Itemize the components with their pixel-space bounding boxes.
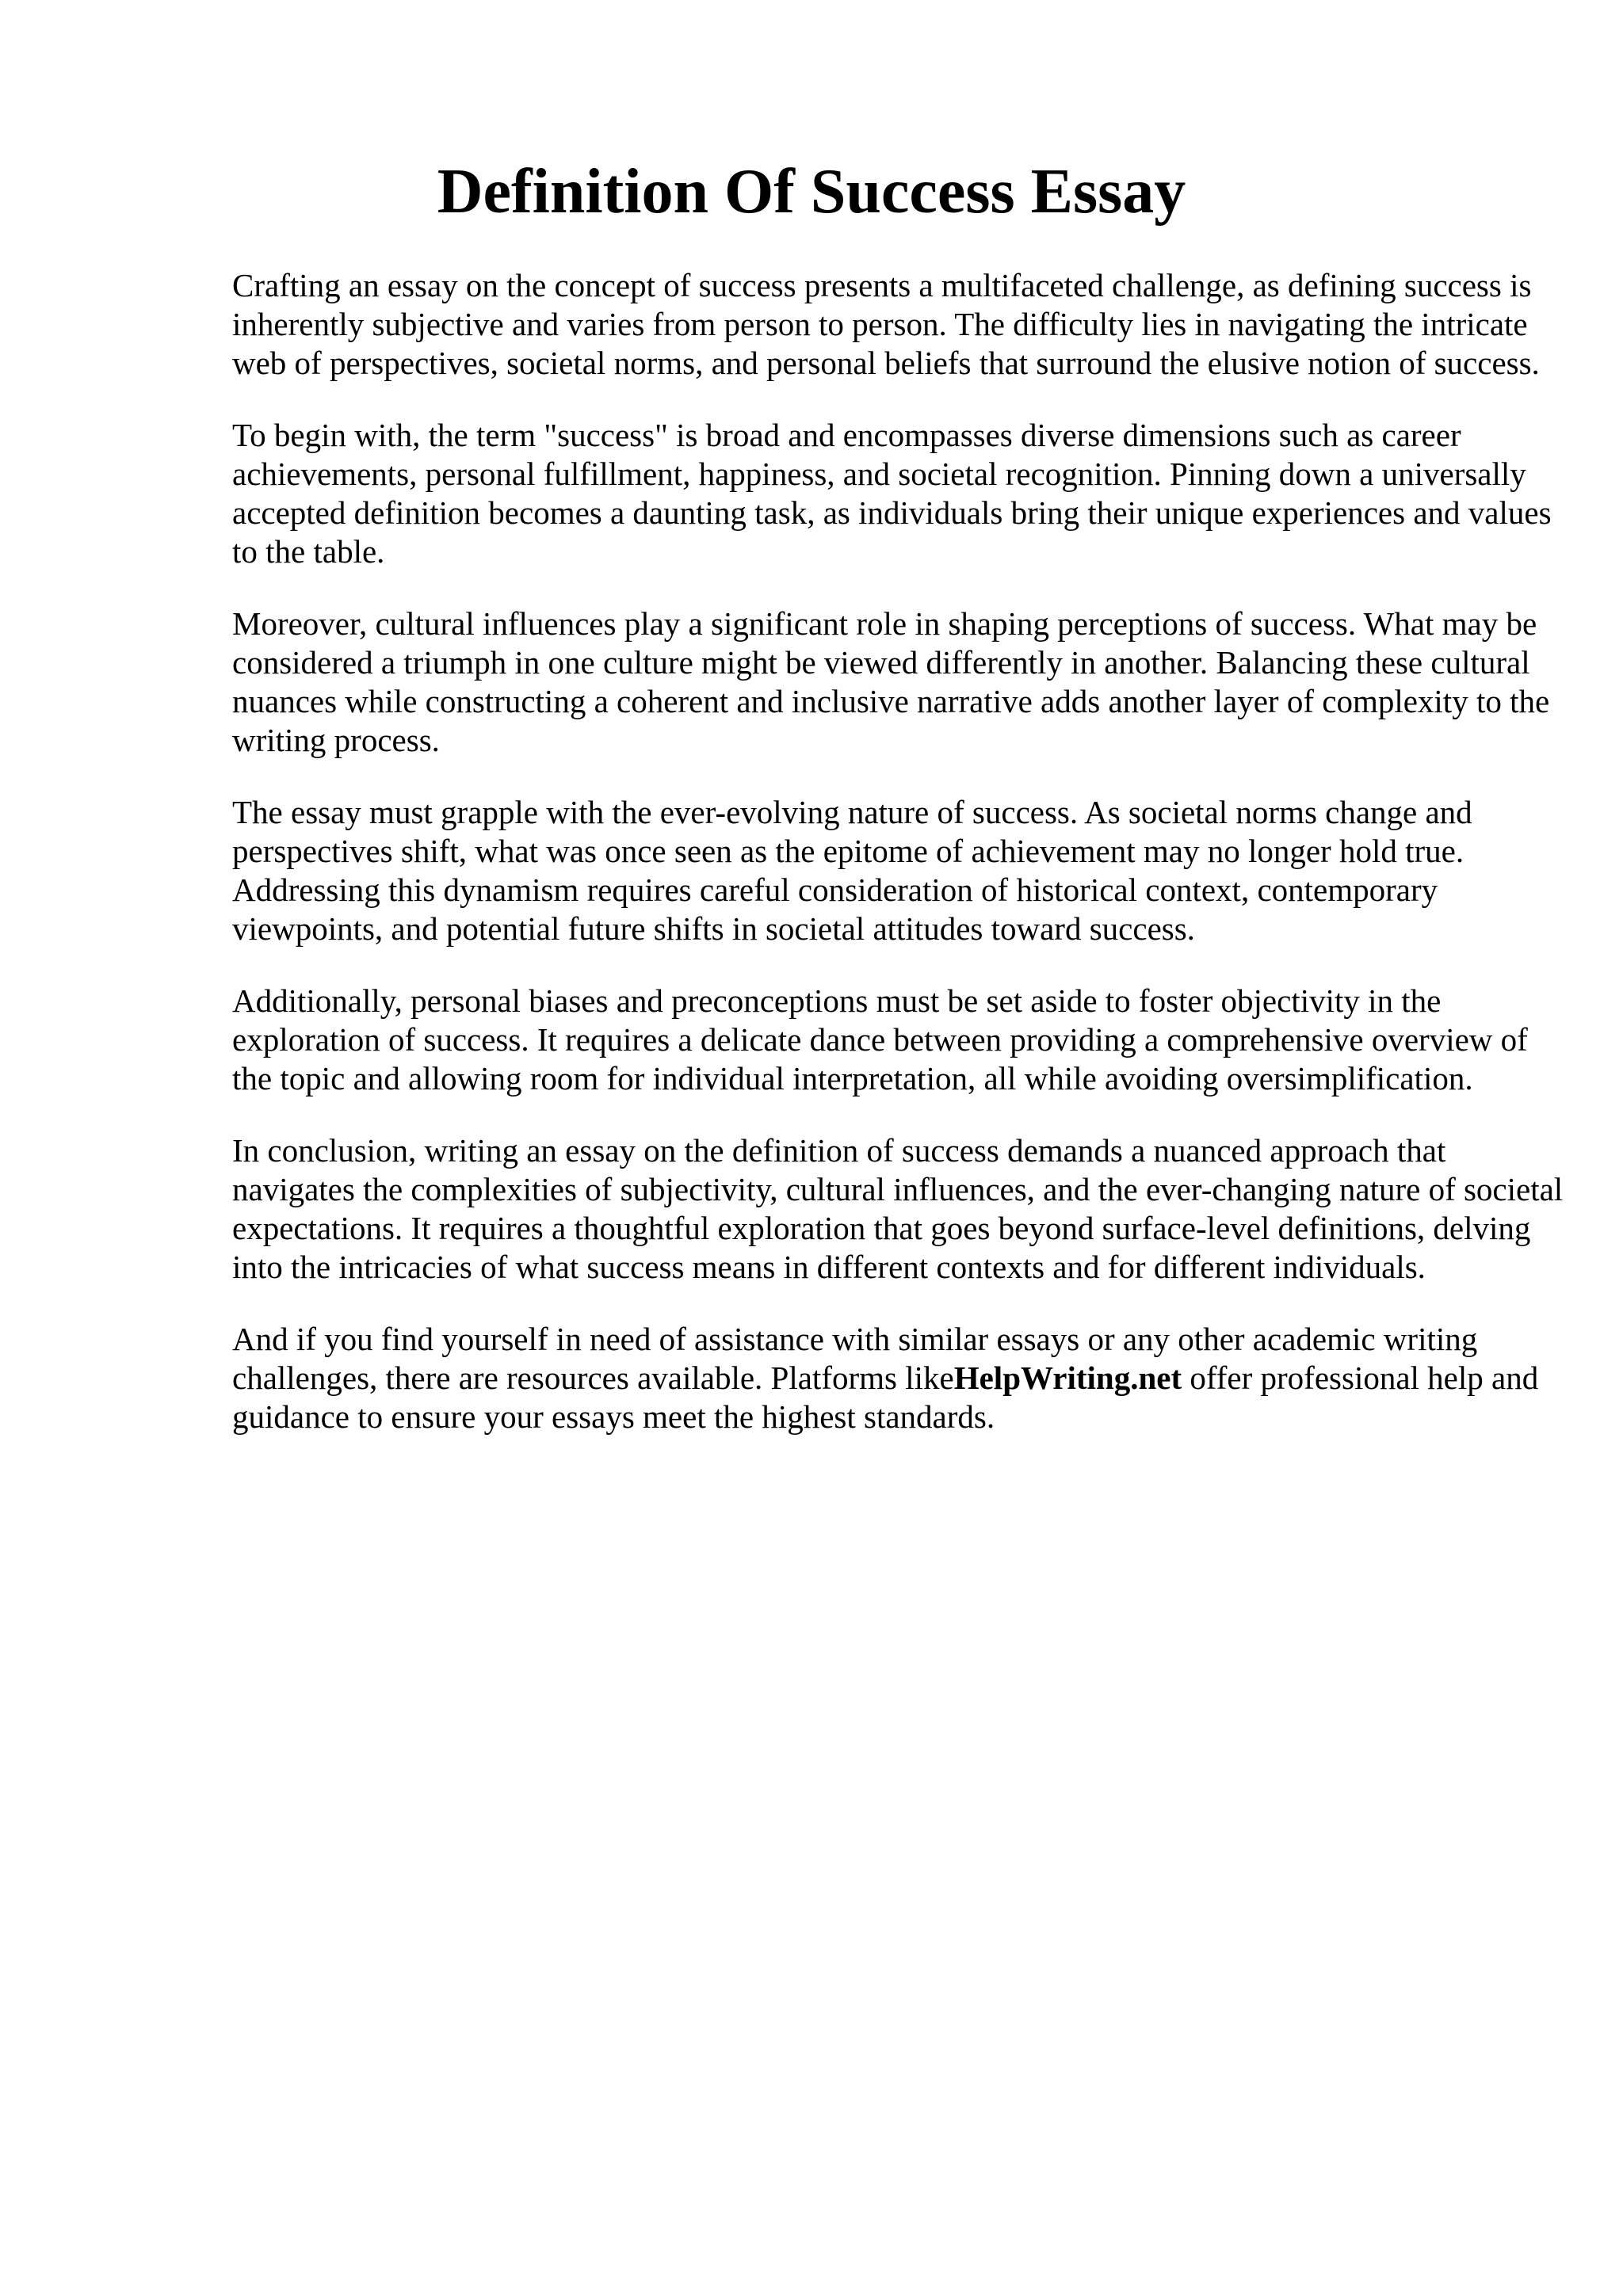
paragraph-6: In conclusion, writing an essay on the definition of success demands a nuanced approach that navigates the complexities of subjectivity, cultural influences, and the ever-changing nature of societal expectations. It requires a thoughtful exploration that goes beyond surface-level definitions, delving into the intricacies of what success means in different contexts and for different individuals. (232, 1132, 1564, 1285)
closing-text-after-link: offer professional help and guidance to ensure your essays meet the highest standards. (232, 1360, 1539, 1435)
closing-text-before-link: And if you find yourself in need of assistance with similar essays or any other academic writing challenges, there are resources available. Platforms like (232, 1321, 1478, 1396)
paragraph-1: Crafting an essay on the concept of success presents a multifaceted challenge, as defining success is inherently subjective and varies from person to person. The difficulty lies in navigating the intricate web of perspectives, societal norms, and personal beliefs that surround the elusive notion of success. (232, 267, 1540, 381)
paragraph-2: To begin with, the term "success" is broad and encompasses diverse dimensions such as career achievements, personal fulfillment, happiness, and societal recognition. Pinning down a universally accepted definition becomes a daunting task, as individuals bring their unique experiences and values to the table. (232, 417, 1552, 570)
paragraph-3: Moreover, cultural influences play a significant role in shaping perceptions of success. What may be considered a triumph in one culture might be viewed differently in another. Balancing these cultural nuances while constructing a coherent and inclusive narrative adds another layer of complexity to the writing process. (232, 605, 1550, 758)
page-title: Definition Of Success Essay (437, 157, 1186, 227)
closing-paragraph (232, 1320, 1564, 1436)
paragraph-4: The essay must grapple with the ever-evolving nature of success. As societal norms change and perspectives shift, what was once seen as the epitome of achievement may no longer hold true. Addressing this dynamism requires careful consideration of historical context, contemporary viewpoints, and potential future shifts in societal attitudes toward success. (232, 794, 1472, 947)
paragraph-5: Additionally, personal biases and preconceptions must be set aside to foster objectivity in the exploration of success. It requires a delicate dance between providing a comprehensive overview of the topic and allowing room for individual interpretation, all while avoiding oversimplification. (232, 982, 1528, 1097)
essay-body (232, 266, 1564, 1470)
helpwriting-link[interactable]: HelpWriting.net (953, 1360, 1182, 1396)
